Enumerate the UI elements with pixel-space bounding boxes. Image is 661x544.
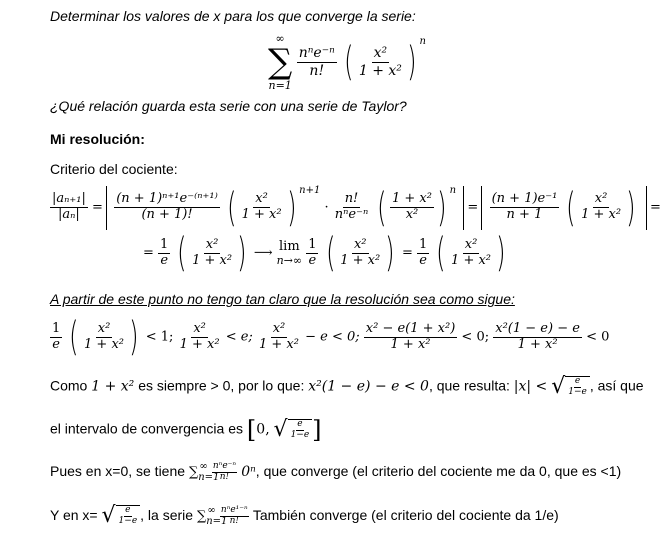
resolution-heading: Mi resolución: (50, 131, 145, 147)
uncertainty-note: A partir de este punto no tengo tan claro que la resolución sea como sigue: (50, 291, 515, 307)
x0-b: 0ⁿ (241, 464, 256, 480)
x0-c: , que converge (el criterio del cociente me da 0, que es <1) (255, 463, 622, 479)
l2-one-b: 1 (308, 236, 317, 252)
l2-den-c: 1 + x² (451, 252, 492, 268)
ratio-f4-den: x² (405, 207, 419, 222)
taylor-question: ¿Qué relación guarda esta serie con una serie de Taylor? (50, 98, 407, 114)
iq-den-a: 1 + x² (84, 336, 125, 352)
l2-e-b: e (308, 252, 317, 268)
iq-one: 1 (52, 320, 61, 336)
iq-e: e (52, 336, 60, 352)
l2-e-a: e (160, 252, 169, 268)
ratio-f2-den: 1 + x² (241, 207, 282, 222)
como-line (50, 376, 644, 398)
lim-label: lim (279, 239, 300, 254)
series-inner-den: 1 + x² (358, 62, 402, 79)
l2-x2-c: x² (464, 236, 478, 252)
ratio-f6-den: 1 + x² (581, 207, 622, 222)
xe-a: Y en x= (50, 507, 98, 523)
ratio-exp2: n (449, 185, 457, 196)
intervalo-line: el intervalo de convergencia es [0, √ $\frac{e}{1-e}$ ] (50, 416, 322, 444)
l2-one-a: 1 (160, 236, 169, 252)
como-a: Como (50, 377, 88, 394)
series-exponent: n (419, 36, 426, 47)
iq-num-e: x²(1 − e) − e (495, 320, 580, 336)
ratio-exp: n+1 (299, 185, 321, 196)
sqrt-interval: √ $\frac{e}{1-e}$ (274, 419, 313, 441)
iq-num-d: x² − e(1 + x²) (365, 320, 456, 336)
lim-sub: n→∞ (276, 254, 303, 267)
ratio-lhs-den: |aₙ| (58, 207, 80, 222)
ratio-f5-num: (n + 1)e⁻¹ (491, 191, 558, 207)
ratio-f1-num: (n + 1)ⁿ⁺¹e⁻⁽ⁿ⁺¹⁾ (116, 191, 218, 207)
como-c: es siempre > 0, por lo que: (138, 377, 305, 394)
sum-upper: ∞ (275, 32, 285, 45)
iq-x2-c: x² (272, 320, 286, 336)
ratio-lhs-num: |aₙ₊₁| (52, 191, 86, 207)
inequality-chain: $\frac{1}{e}$ ( $\frac{\text{x²}}{\text{1 + x²}}$ ) < 1; $\frac{\text{x²}}{\text{1 + x²}}$ < e; $\frac{\text{x²}}{\text{1 + x²}}$ − e < 0; $\frac{\text{x² − e(1 + x²)}}{\text{1 + x²}}$ < 0; $\frac{\text{x²(1 − e) − e}}{\text{1 + x²}}$ < 0 (52, 314, 610, 360)
l2-x2-b: x² (353, 236, 367, 252)
iq-den-b: 1 + x² (179, 336, 220, 352)
iq-den-e: 1 + x² (517, 336, 558, 352)
como-e: , que resulta: (428, 377, 510, 394)
l2-den-b: 1 + x² (340, 252, 381, 268)
series-numerator: nⁿe⁻ⁿ (298, 45, 335, 62)
iq-den-c: 1 + x² (258, 336, 299, 352)
sqrt-xe: √ $\frac{e}{1-e}$ (102, 505, 141, 527)
como-f: |x| < (513, 378, 548, 395)
sqrt-bound: √ $\frac{e}{1-e}$ (551, 376, 590, 398)
ratio-test-line-1: $\frac{\text{|aₙ₊₁|}}{\text{|aₙ|}}$ = $\frac{\text{(n + 1)ⁿ⁺¹e⁻⁽ⁿ⁺¹⁾}}{(n + 1)!}$ ( $\frac{\text{x²}}{\text{1 + x²}}$ ) $^{n+1}$ · $\frac{n!}{\text{nⁿe⁻ⁿ}}$ ( $\frac{\text{1 + x²}}{\text{x²}}$ ) $^n$ = $\frac{\text{(n + 1)e⁻¹}}{n + 1}$ ( $\frac{\text{x²}}{\text{1 + x²}}$ ) = (52, 184, 661, 231)
xe-b: , la serie (140, 507, 194, 523)
x0-line: Pues en x=0, se tiene $\sum_{n=1}^\infty$ $\frac{\text{nⁿe⁻ⁿ}}{n!}$ 0ⁿ, que converge (el criterio del cociente me da 0, que es <1) (50, 461, 622, 483)
ratio-test-label: Criterio del cociente: (50, 161, 178, 177)
iq-x2-a: x² (97, 320, 111, 336)
como-b: 1 + x² (91, 378, 135, 395)
l2-e-c: e (419, 252, 427, 268)
intervalo-text: el intervalo de convergencia es (50, 420, 244, 437)
ratio-f1-den: (n + 1)! (141, 207, 193, 222)
xe-line: Y en x= √ $\frac{e}{1-e}$ , la serie $\sum_{n=1}^\infty$ $\frac{\text{nⁿe¹⁻ⁿ}}{n!}$ También converge (el criterio del cociente da 1/e) (50, 503, 559, 529)
sum-lower: n=1 (268, 79, 292, 92)
ratio-f5-den: n + 1 (506, 207, 543, 222)
sigma-symbol: ∑ (268, 42, 293, 82)
l2-one-c: 1 (419, 236, 428, 252)
x0-a: Pues en x=0, se tiene (50, 463, 186, 479)
iq-den-d: 1 + x² (390, 336, 431, 352)
problem-statement: Determinar los valores de x para los que converge la serie: (50, 8, 416, 24)
como-g: , así que (589, 377, 644, 394)
series-formula: ∞ ∑ n=1 $\frac{\text{nⁿe⁻ⁿ}}{n!}$ ( $\frac{\text{x²}}{\text{1 + x²}}$ ) $^n$ (268, 32, 426, 92)
ratio-f6-num: x² (594, 191, 608, 207)
ratio-f2-num: x² (255, 191, 268, 207)
ratio-f3-den: nⁿe⁻ⁿ (334, 207, 369, 222)
iq-x2-b: x² (193, 320, 206, 336)
xe-c: También converge (el criterio del cociente da 1/e) (252, 507, 559, 523)
l2-x2-a: x² (205, 236, 219, 252)
como-d: x²(1 − e) − e < 0 (308, 378, 429, 395)
l2-den-a: 1 + x² (192, 252, 233, 268)
series-inner-num: x² (373, 45, 388, 62)
ratio-f4-num: 1 + x² (391, 191, 432, 207)
ratio-f3-num: n! (344, 191, 359, 207)
series-denominator: n! (309, 62, 325, 79)
ratio-test-line-2: = $\frac{1}{e}$ ( $\frac{\text{x²}}{\text{1 + x²}}$ ) ⟶ lim n→∞ $\frac{1}{e}$ ( $\frac{\text{x²}}{\text{1 + x²}}$ ) = $\frac{1}{e}$ ( $\frac{\text{x²}}{\text{1 + x²}}$ ) (143, 230, 506, 276)
